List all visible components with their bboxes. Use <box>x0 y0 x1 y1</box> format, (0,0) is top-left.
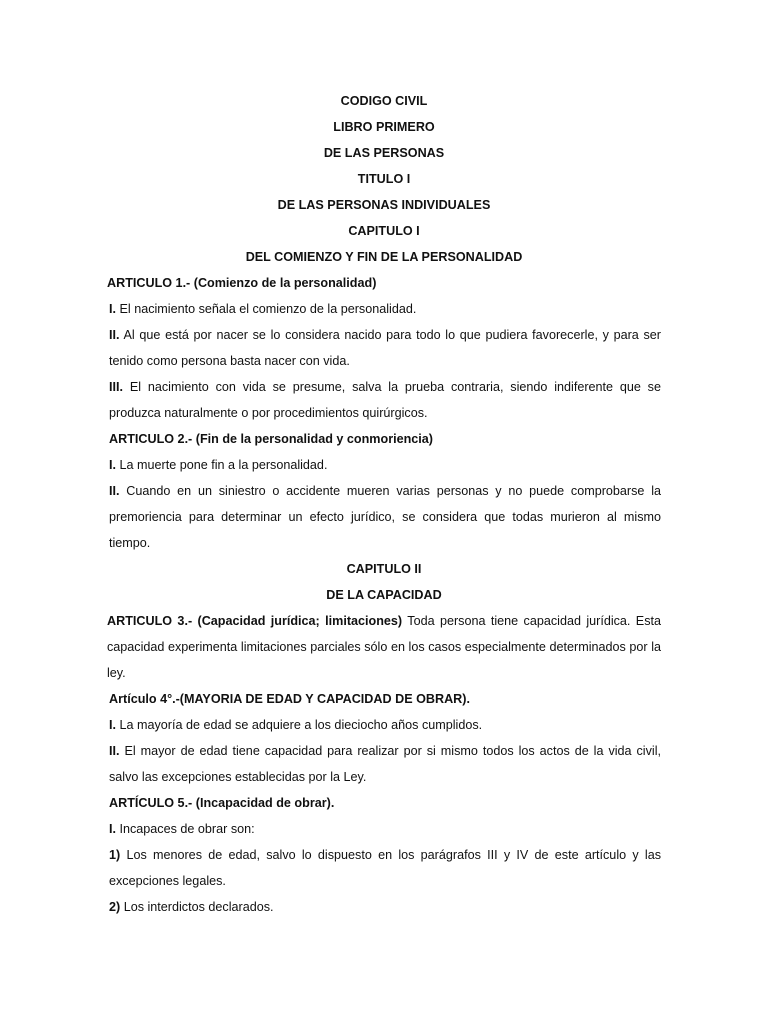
article-4-paragraph-1 <box>107 712 661 738</box>
article-1-paragraph-3 <box>107 374 661 426</box>
item-number: 1) <box>109 848 121 862</box>
article-5-paragraph-1 <box>107 816 661 842</box>
heading-capitulo-1: CAPITULO I <box>348 224 420 238</box>
item-number: 2) <box>109 900 121 914</box>
paragraph-text: La muerte pone fin a la personalidad. <box>116 458 328 472</box>
item-text: Los menores de edad, salvo lo dispuesto en los parágrafos III y IV de este artículo y las excepciones legales. <box>109 848 661 888</box>
article-5-item-2 <box>107 894 661 920</box>
paragraph-text: El nacimiento con vida se presume, salva la prueba contraria, siendo indiferente que se produzca naturalmente o por procedimientos quirúrgicos. <box>109 380 661 420</box>
article-5-item-1 <box>107 842 661 894</box>
item-text: Los interdictos declarados. <box>120 900 274 914</box>
paragraph-number: I. <box>109 458 116 472</box>
paragraph-number: II. <box>109 484 120 498</box>
article-2-paragraph-2 <box>107 478 661 556</box>
paragraph-number: I. <box>109 302 116 316</box>
paragraph-text: Incapaces de obrar son: <box>116 822 255 836</box>
article-1-title: ARTICULO 1.- (Comienzo de la personalidad) <box>107 276 377 290</box>
paragraph-number: II. <box>109 744 120 758</box>
paragraph-number: I. <box>109 822 116 836</box>
paragraph-text: Cuando en un siniestro o accidente mueren varias personas y no puede comprobarse la premoriencia para determinar un efecto jurídico, se considera que todas murieron al mismo tiempo. <box>109 484 661 550</box>
article-4-paragraph-2 <box>107 738 661 790</box>
article-4-title: Artículo 4°.-(MAYORIA DE EDAD Y CAPACIDAD DE OBRAR). <box>109 692 470 706</box>
heading-titulo: TITULO I <box>357 172 411 186</box>
article-5-title: ARTÍCULO 5.- (Incapacidad de obrar). <box>109 796 335 810</box>
paragraph-number: II. <box>109 328 120 342</box>
article-2-title: ARTICULO 2.- (Fin de la personalidad y conmoriencia) <box>109 432 433 446</box>
paragraph-text: El nacimiento señala el comienzo de la personalidad. <box>116 302 417 316</box>
heading-comienzo-fin: DEL COMIENZO Y FIN DE LA PERSONALIDAD <box>245 250 523 264</box>
paragraph-text: El mayor de edad tiene capacidad para realizar por si mismo todos los actos de la vida civil, salvo las excepciones establecidas por la Ley. <box>109 744 661 784</box>
paragraph-number: III. <box>109 380 123 394</box>
paragraph-text: Al que está por nacer se lo considera nacido para todo lo que pudiera favorecerle, y para ser tenido como persona basta nacer con vida. <box>109 328 661 368</box>
article-1-paragraph-1 <box>107 296 661 322</box>
document-page <box>107 88 661 920</box>
heading-de-las-personas: DE LAS PERSONAS <box>323 146 445 160</box>
article-3-text: Toda persona tiene capacidad jurídica. Esta capacidad experimenta limitaciones parciales sólo en los casos especialmente determinados por la ley. <box>107 614 662 680</box>
heading-capitulo-2: CAPITULO II <box>346 562 422 576</box>
heading-codigo-civil: CODIGO CIVIL <box>340 94 428 108</box>
article-3-title: ARTICULO 3.- (Capacidad jurídica; limitaciones) <box>107 614 403 628</box>
article-2-paragraph-1 <box>107 452 661 478</box>
article-3 <box>107 608 661 686</box>
paragraph-number: I. <box>109 718 116 732</box>
heading-personas-individuales: DE LAS PERSONAS INDIVIDUALES <box>277 198 491 212</box>
heading-libro-primero: LIBRO PRIMERO <box>333 120 435 134</box>
paragraph-text: La mayoría de edad se adquiere a los dieciocho años cumplidos. <box>116 718 483 732</box>
article-1-paragraph-2 <box>107 322 661 374</box>
heading-de-la-capacidad: DE LA CAPACIDAD <box>326 588 442 602</box>
